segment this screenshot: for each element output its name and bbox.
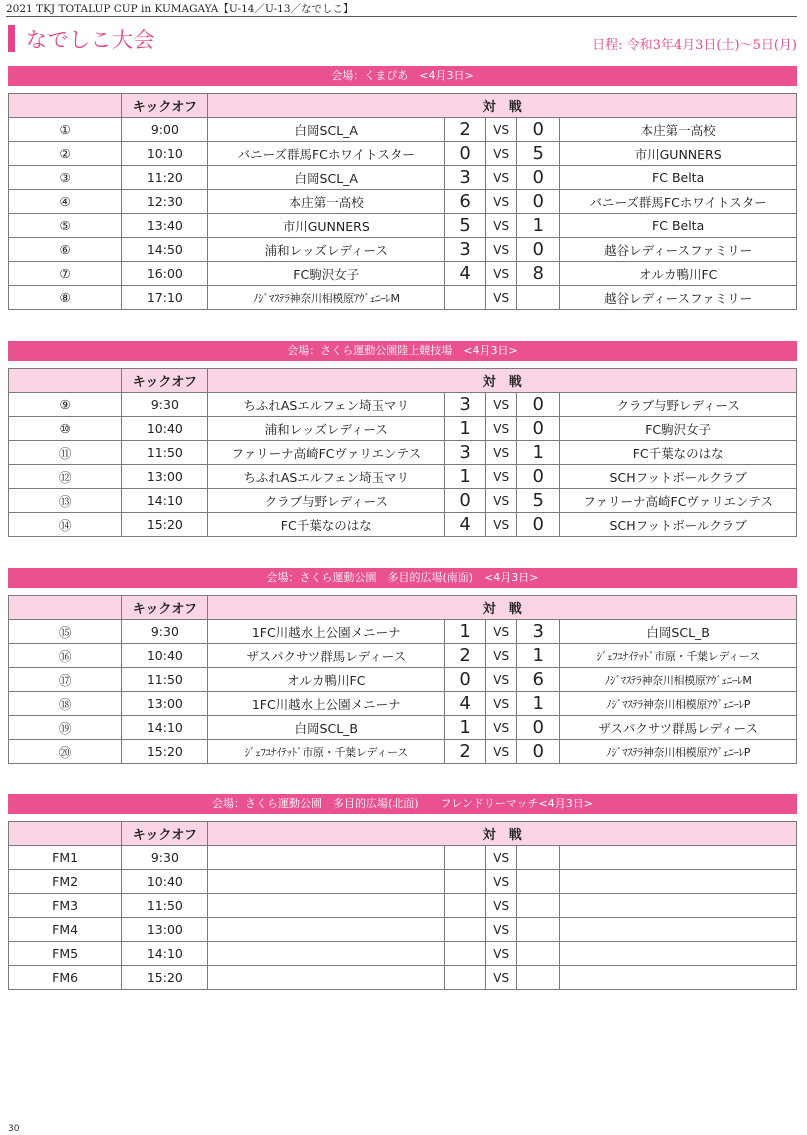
home-team: バニーズ群馬FCホワイトスター: [208, 142, 445, 166]
away-score: 0: [517, 740, 560, 764]
venue-heading: 会場：さくら運動公園 多目的広場(南面) <4月3日>: [8, 568, 797, 588]
page-title: なでしこ大会: [26, 28, 155, 52]
home-score: [445, 918, 486, 942]
kickoff-time: 15:20: [122, 740, 208, 764]
table-row: [9, 118, 797, 142]
schedule-table: [8, 595, 797, 764]
versus-label: VS: [486, 238, 517, 262]
away-score: 0: [517, 417, 560, 441]
kickoff-time: 11:50: [122, 668, 208, 692]
table-row: [9, 894, 797, 918]
versus-label: VS: [486, 894, 517, 918]
match-number: FM6: [9, 966, 122, 990]
header-match: 対 戦: [208, 596, 797, 620]
header-kickoff: キックオフ: [122, 94, 208, 118]
home-score: 0: [445, 668, 486, 692]
away-team: FC Belta: [560, 166, 797, 190]
versus-label: VS: [486, 716, 517, 740]
match-number: ⑲: [9, 716, 122, 740]
home-score: [445, 286, 486, 310]
versus-label: VS: [486, 262, 517, 286]
away-team: FC Belta: [560, 214, 797, 238]
table-row: [9, 166, 797, 190]
home-team: 浦和レッズレディース: [208, 238, 445, 262]
kickoff-time: 15:20: [122, 966, 208, 990]
kickoff-time: 14:10: [122, 716, 208, 740]
home-team: FC駒沢女子: [208, 262, 445, 286]
away-team: [560, 894, 797, 918]
home-score: 1: [445, 465, 486, 489]
header-match-no: [9, 369, 122, 393]
home-team: [208, 918, 445, 942]
home-score: 2: [445, 644, 486, 668]
versus-label: VS: [486, 966, 517, 990]
away-team: [560, 966, 797, 990]
table-row: [9, 870, 797, 894]
table-row: [9, 393, 797, 417]
home-team: 1FC川越水上公園メニーナ: [208, 692, 445, 716]
kickoff-time: 14:50: [122, 238, 208, 262]
match-number: ⑨: [9, 393, 122, 417]
kickoff-time: 10:40: [122, 644, 208, 668]
kickoff-time: 9:30: [122, 620, 208, 644]
match-number: ④: [9, 190, 122, 214]
home-score: 5: [445, 214, 486, 238]
kickoff-time: 13:00: [122, 465, 208, 489]
venue-section: [8, 568, 797, 764]
home-score: 1: [445, 620, 486, 644]
table-row: [9, 740, 797, 764]
away-score: [517, 918, 560, 942]
table-row: [9, 214, 797, 238]
away-team: ザスパクサツ群馬レディース: [560, 716, 797, 740]
table-row: [9, 142, 797, 166]
match-number: ⑧: [9, 286, 122, 310]
kickoff-time: 13:40: [122, 214, 208, 238]
table-row: [9, 692, 797, 716]
home-team: ちふれASエルフェン埼玉マリ: [208, 465, 445, 489]
home-score: [445, 966, 486, 990]
home-team: FC千葉なのはな: [208, 513, 445, 537]
header-match-no: [9, 596, 122, 620]
table-row: [9, 846, 797, 870]
away-team: 白岡SCL_B: [560, 620, 797, 644]
home-team: 白岡SCL_A: [208, 118, 445, 142]
home-team: 浦和レッズレディース: [208, 417, 445, 441]
versus-label: VS: [486, 740, 517, 764]
versus-label: VS: [486, 846, 517, 870]
table-row: [9, 513, 797, 537]
title-accent-bar: [8, 25, 15, 52]
home-score: 0: [445, 142, 486, 166]
home-score: [445, 846, 486, 870]
document-header: 2021 TKJ TOTALUP CUP in KUMAGAYA【U-14／U-13／なでしこ】: [6, 3, 354, 15]
home-team: [208, 870, 445, 894]
match-number: ⑬: [9, 489, 122, 513]
home-score: [445, 894, 486, 918]
home-score: 3: [445, 393, 486, 417]
versus-label: VS: [486, 214, 517, 238]
table-row: [9, 190, 797, 214]
home-team: ファリーナ高崎FCヴァリエンテス: [208, 441, 445, 465]
kickoff-time: 13:00: [122, 918, 208, 942]
away-score: [517, 942, 560, 966]
table-row: [9, 668, 797, 692]
away-score: [517, 966, 560, 990]
header-kickoff: キックオフ: [122, 596, 208, 620]
home-team: ﾉｼﾞﾏｽﾃﾗ神奈川相模原ｱｳﾞｪﾆｰﾚM: [208, 286, 445, 310]
versus-label: VS: [486, 393, 517, 417]
table-row: [9, 918, 797, 942]
versus-label: VS: [486, 166, 517, 190]
header-match-no: [9, 822, 122, 846]
away-score: 0: [517, 238, 560, 262]
away-team: [560, 870, 797, 894]
away-team: SCHフットボールクラブ: [560, 513, 797, 537]
kickoff-time: 10:40: [122, 417, 208, 441]
versus-label: VS: [486, 668, 517, 692]
away-team: [560, 846, 797, 870]
match-number: ⑱: [9, 692, 122, 716]
schedule-table: [8, 368, 797, 537]
table-row: [9, 644, 797, 668]
away-team: SCHフットボールクラブ: [560, 465, 797, 489]
match-number: ③: [9, 166, 122, 190]
away-team: ｼﾞｪﾌﾕﾅｲﾃｯﾄﾞ市原・千葉レディース: [560, 644, 797, 668]
away-score: 0: [517, 513, 560, 537]
away-score: 0: [517, 465, 560, 489]
kickoff-time: 12:30: [122, 190, 208, 214]
home-team: 1FC川越水上公園メニーナ: [208, 620, 445, 644]
table-row: [9, 286, 797, 310]
home-team: [208, 846, 445, 870]
away-team: ファリーナ高崎FCヴァリエンテス: [560, 489, 797, 513]
home-team: 白岡SCL_A: [208, 166, 445, 190]
kickoff-time: 17:10: [122, 286, 208, 310]
kickoff-time: 13:00: [122, 692, 208, 716]
away-team: 本庄第一高校: [560, 118, 797, 142]
match-number: FM3: [9, 894, 122, 918]
match-number: ⑤: [9, 214, 122, 238]
home-team: 本庄第一高校: [208, 190, 445, 214]
kickoff-time: 11:50: [122, 894, 208, 918]
venue-section: [8, 66, 797, 310]
versus-label: VS: [486, 644, 517, 668]
home-team: [208, 966, 445, 990]
table-header-row: [9, 94, 797, 118]
away-team: ﾉｼﾞﾏｽﾃﾗ神奈川相模原ｱｳﾞｪﾆｰﾚP: [560, 740, 797, 764]
away-score: [517, 894, 560, 918]
venue-heading: 会場：くまぴあ <4月3日>: [8, 66, 797, 86]
home-team: 市川GUNNERS: [208, 214, 445, 238]
home-team: 白岡SCL_B: [208, 716, 445, 740]
home-score: 6: [445, 190, 486, 214]
table-header-row: [9, 596, 797, 620]
away-score: 1: [517, 441, 560, 465]
away-score: [517, 286, 560, 310]
versus-label: VS: [486, 918, 517, 942]
versus-label: VS: [486, 620, 517, 644]
kickoff-time: 9:30: [122, 846, 208, 870]
schedule-dates: 日程: 令和3年4月3日(土)〜5日(月): [592, 38, 797, 53]
away-team: [560, 942, 797, 966]
away-team: 越谷レディースファミリー: [560, 286, 797, 310]
match-number: ②: [9, 142, 122, 166]
home-score: 4: [445, 692, 486, 716]
page-number: 30: [8, 1124, 20, 1134]
versus-label: VS: [486, 489, 517, 513]
home-score: [445, 942, 486, 966]
versus-label: VS: [486, 286, 517, 310]
away-team: 市川GUNNERS: [560, 142, 797, 166]
versus-label: VS: [486, 190, 517, 214]
venue-section: [8, 341, 797, 537]
kickoff-time: 14:10: [122, 489, 208, 513]
table-row: [9, 262, 797, 286]
match-number: FM4: [9, 918, 122, 942]
versus-label: VS: [486, 118, 517, 142]
venue-heading: 会場：さくら運動公園陸上競技場 <4月3日>: [8, 341, 797, 361]
away-score: 5: [517, 142, 560, 166]
home-score: 1: [445, 716, 486, 740]
away-team: FC駒沢女子: [560, 417, 797, 441]
kickoff-time: 15:20: [122, 513, 208, 537]
home-team: オルカ鴨川FC: [208, 668, 445, 692]
away-team: FC千葉なのはな: [560, 441, 797, 465]
home-score: [445, 870, 486, 894]
away-score: 1: [517, 214, 560, 238]
table-header-row: [9, 369, 797, 393]
schedule-table: [8, 93, 797, 310]
away-score: 1: [517, 692, 560, 716]
match-number: FM1: [9, 846, 122, 870]
away-team: [560, 918, 797, 942]
home-team: [208, 894, 445, 918]
table-row: [9, 716, 797, 740]
home-score: 0: [445, 489, 486, 513]
away-team: クラブ与野レディース: [560, 393, 797, 417]
home-score: 2: [445, 740, 486, 764]
table-row: [9, 966, 797, 990]
schedule-table: [8, 821, 797, 990]
home-team: ちふれASエルフェン埼玉マリ: [208, 393, 445, 417]
header-match: 対 戦: [208, 822, 797, 846]
kickoff-time: 11:50: [122, 441, 208, 465]
away-team: ﾉｼﾞﾏｽﾃﾗ神奈川相模原ｱｳﾞｪﾆｰﾚP: [560, 692, 797, 716]
kickoff-time: 10:40: [122, 870, 208, 894]
away-team: ﾉｼﾞﾏｽﾃﾗ神奈川相模原ｱｳﾞｪﾆｰﾚM: [560, 668, 797, 692]
home-team: ｼﾞｪﾌﾕﾅｲﾃｯﾄﾞ市原・千葉レディース: [208, 740, 445, 764]
kickoff-time: 9:30: [122, 393, 208, 417]
home-score: 2: [445, 118, 486, 142]
table-row: [9, 417, 797, 441]
away-score: [517, 846, 560, 870]
away-score: 3: [517, 620, 560, 644]
away-score: 1: [517, 644, 560, 668]
home-score: 3: [445, 238, 486, 262]
home-team: クラブ与野レディース: [208, 489, 445, 513]
table-row: [9, 942, 797, 966]
match-number: ⑰: [9, 668, 122, 692]
home-team: ザスパクサツ群馬レディース: [208, 644, 445, 668]
table-header-row: [9, 822, 797, 846]
away-score: 0: [517, 166, 560, 190]
kickoff-time: 14:10: [122, 942, 208, 966]
match-number: ⑯: [9, 644, 122, 668]
table-row: [9, 620, 797, 644]
table-row: [9, 441, 797, 465]
versus-label: VS: [486, 142, 517, 166]
home-score: 3: [445, 166, 486, 190]
versus-label: VS: [486, 441, 517, 465]
match-number: ⑫: [9, 465, 122, 489]
header-kickoff: キックオフ: [122, 369, 208, 393]
versus-label: VS: [486, 692, 517, 716]
away-score: 0: [517, 716, 560, 740]
home-score: 4: [445, 513, 486, 537]
home-score: 1: [445, 417, 486, 441]
home-score: 4: [445, 262, 486, 286]
venue-section: [8, 794, 797, 990]
kickoff-time: 10:10: [122, 142, 208, 166]
match-number: ⑭: [9, 513, 122, 537]
match-number: ⑪: [9, 441, 122, 465]
kickoff-time: 16:00: [122, 262, 208, 286]
match-number: ⑥: [9, 238, 122, 262]
kickoff-time: 9:00: [122, 118, 208, 142]
away-team: オルカ鴨川FC: [560, 262, 797, 286]
table-row: [9, 238, 797, 262]
match-number: FM2: [9, 870, 122, 894]
away-score: 5: [517, 489, 560, 513]
away-score: 8: [517, 262, 560, 286]
away-team: 越谷レディースファミリー: [560, 238, 797, 262]
match-number: FM5: [9, 942, 122, 966]
match-number: ⑩: [9, 417, 122, 441]
versus-label: VS: [486, 870, 517, 894]
header-kickoff: キックオフ: [122, 822, 208, 846]
venue-heading: 会場：さくら運動公園 多目的広場(北面) フレンドリーマッチ<4月3日>: [8, 794, 797, 814]
versus-label: VS: [486, 417, 517, 441]
match-number: ①: [9, 118, 122, 142]
away-team: バニーズ群馬FCホワイトスター: [560, 190, 797, 214]
match-number: ⑦: [9, 262, 122, 286]
versus-label: VS: [486, 513, 517, 537]
versus-label: VS: [486, 465, 517, 489]
header-match: 対 戦: [208, 94, 797, 118]
header-match: 対 戦: [208, 369, 797, 393]
away-score: 6: [517, 668, 560, 692]
table-row: [9, 489, 797, 513]
header-match-no: [9, 94, 122, 118]
match-number: ⑮: [9, 620, 122, 644]
versus-label: VS: [486, 942, 517, 966]
away-score: 0: [517, 393, 560, 417]
away-score: [517, 870, 560, 894]
away-score: 0: [517, 118, 560, 142]
home-score: 3: [445, 441, 486, 465]
home-team: [208, 942, 445, 966]
away-score: 0: [517, 190, 560, 214]
kickoff-time: 11:20: [122, 166, 208, 190]
table-row: [9, 465, 797, 489]
match-number: ⑳: [9, 740, 122, 764]
